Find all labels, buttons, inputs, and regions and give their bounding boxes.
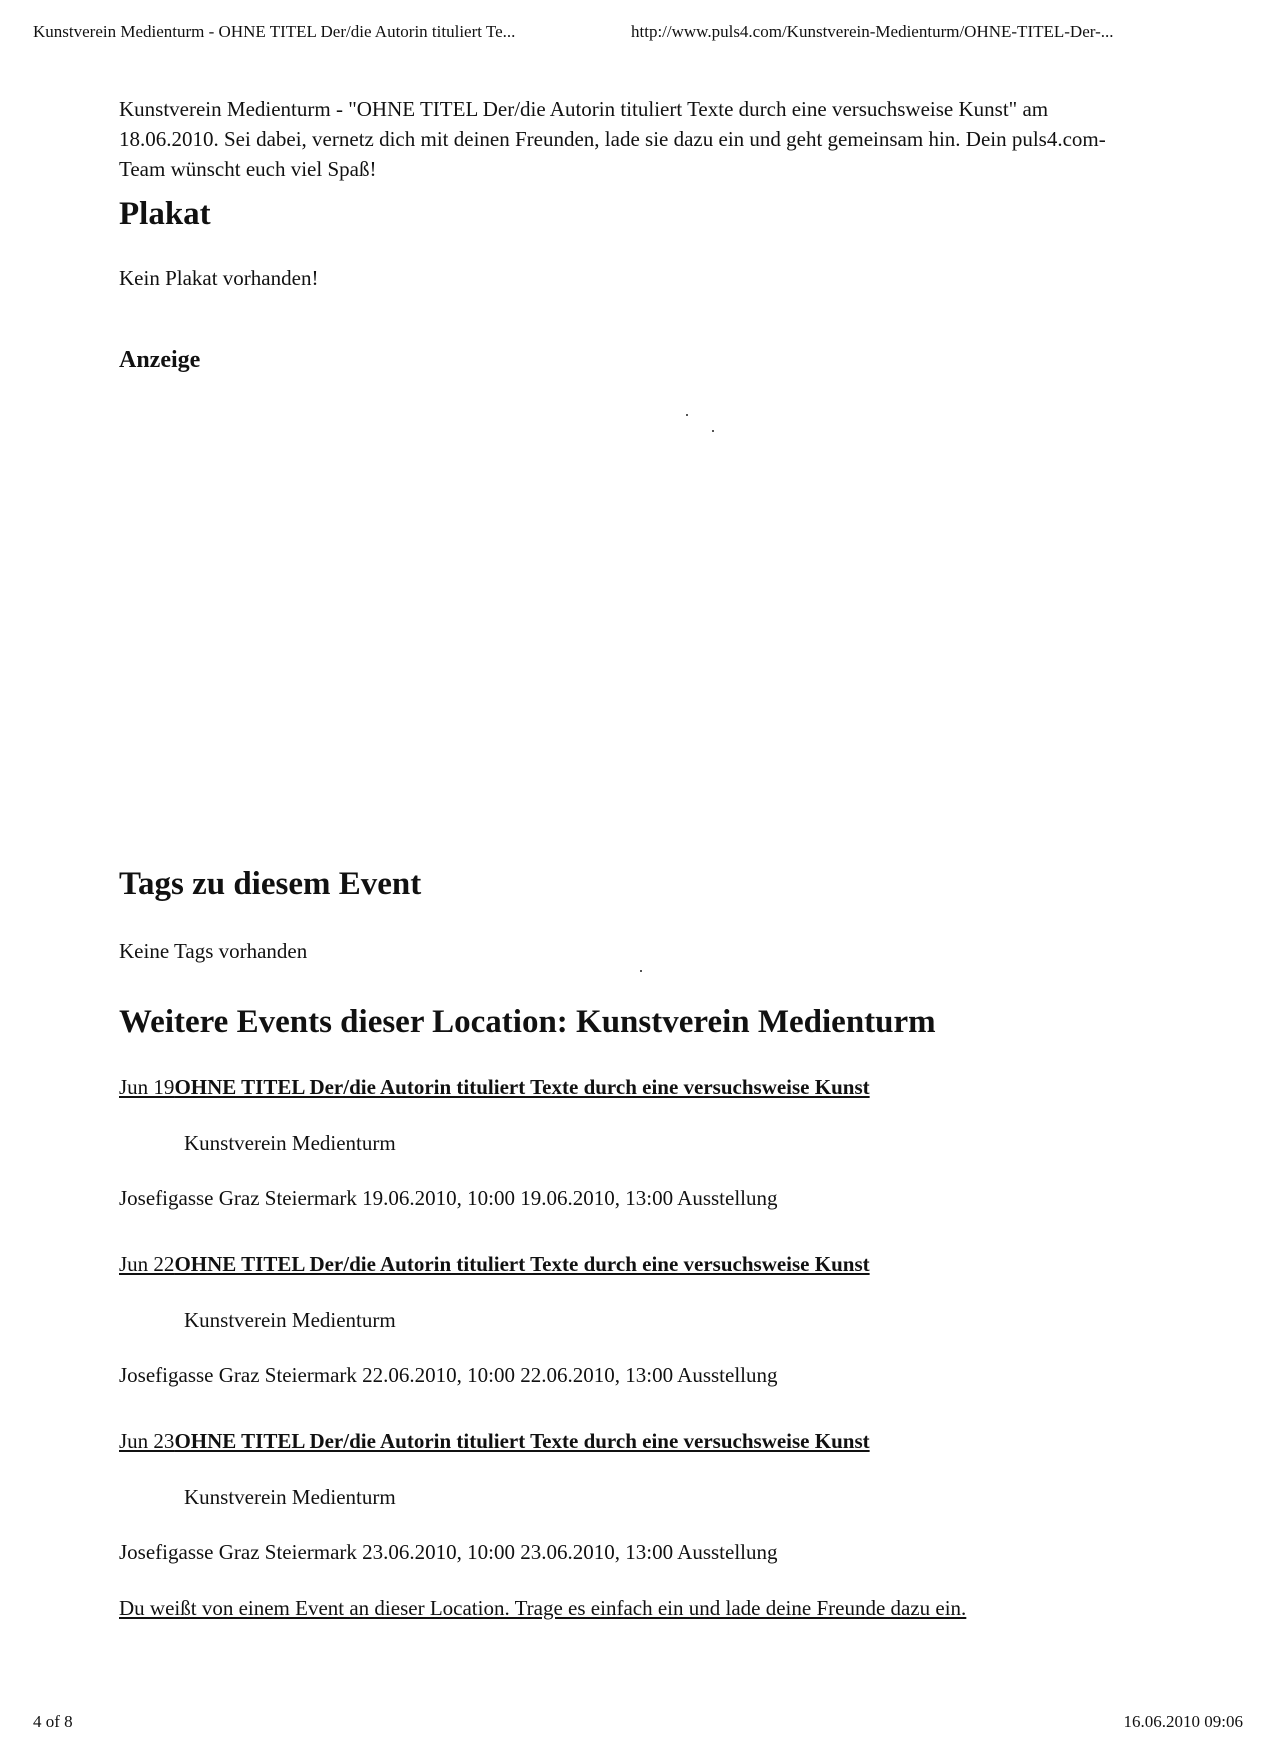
plakat-heading: Plakat: [119, 196, 211, 232]
print-header-url: http://www.puls4.com/Kunstverein-Medienturm/OHNE-TITEL-Der-...: [631, 22, 1114, 41]
add-event-link[interactable]: Du weißt von einem Event an dieser Location. Trage es einfach ein und lade deine Freunde dazu ein.: [119, 1596, 967, 1620]
page-number: 4 of 8: [33, 1712, 73, 1731]
event-venue: Kunstverein Medienturm: [184, 1485, 396, 1509]
event-title: OHNE TITEL Der/die Autorin tituliert Texte durch eine versuchsweise Kunst: [174, 1429, 870, 1453]
event-date: Jun 23: [119, 1429, 175, 1453]
print-header: [33, 22, 1243, 50]
event-date: Jun 19: [119, 1075, 175, 1099]
weitere-events-heading: Weitere Events dieser Location: Kunstverein Medienturm: [119, 1004, 936, 1040]
event-venue: Kunstverein Medienturm: [184, 1308, 396, 1332]
event-venue: Kunstverein Medienturm: [184, 1131, 396, 1155]
event-meta: Josefigasse Graz Steiermark 22.06.2010, 10:00 22.06.2010, 13:00 Ausstellung: [119, 1363, 778, 1387]
tags-heading: Tags zu diesem Event: [119, 866, 422, 902]
ad-slot: [119, 386, 1079, 856]
event-title: OHNE TITEL Der/die Autorin tituliert Texte durch eine versuchsweise Kunst: [174, 1075, 870, 1099]
event-date: Jun 22: [119, 1252, 175, 1276]
scan-speck: [686, 414, 688, 416]
print-footer: [33, 1712, 1243, 1738]
event-link[interactable]: [119, 1427, 870, 1455]
plakat-text: Kein Plakat vorhanden!: [119, 266, 319, 290]
event-meta: Josefigasse Graz Steiermark 19.06.2010, 10:00 19.06.2010, 13:00 Ausstellung: [119, 1186, 778, 1210]
tags-text: Keine Tags vorhanden: [119, 939, 308, 963]
scan-speck: [640, 970, 642, 972]
print-header-title: Kunstverein Medienturm - OHNE TITEL Der/die Autorin tituliert Te...: [33, 22, 516, 41]
event-meta: Josefigasse Graz Steiermark 23.06.2010, 10:00 23.06.2010, 13:00 Ausstellung: [119, 1540, 778, 1564]
event-link[interactable]: [119, 1073, 870, 1101]
scan-speck: [712, 430, 714, 432]
event-title: OHNE TITEL Der/die Autorin tituliert Texte durch eine versuchsweise Kunst: [174, 1252, 870, 1276]
anzeige-heading: Anzeige: [119, 347, 201, 373]
print-datetime: 16.06.2010 09:06: [1123, 1712, 1243, 1731]
intro-paragraph: Kunstverein Medienturm - "OHNE TITEL Der/die Autorin tituliert Texte durch eine versuchsweise Kunst" am 18.06.2010. Sei dabei, vernetz dich mit deinen Freunden, lade sie dazu ein und geht gemeinsam hin. Dein puls4.com-Team wünscht euch viel Spaß!: [119, 97, 1106, 181]
event-link[interactable]: [119, 1250, 870, 1278]
